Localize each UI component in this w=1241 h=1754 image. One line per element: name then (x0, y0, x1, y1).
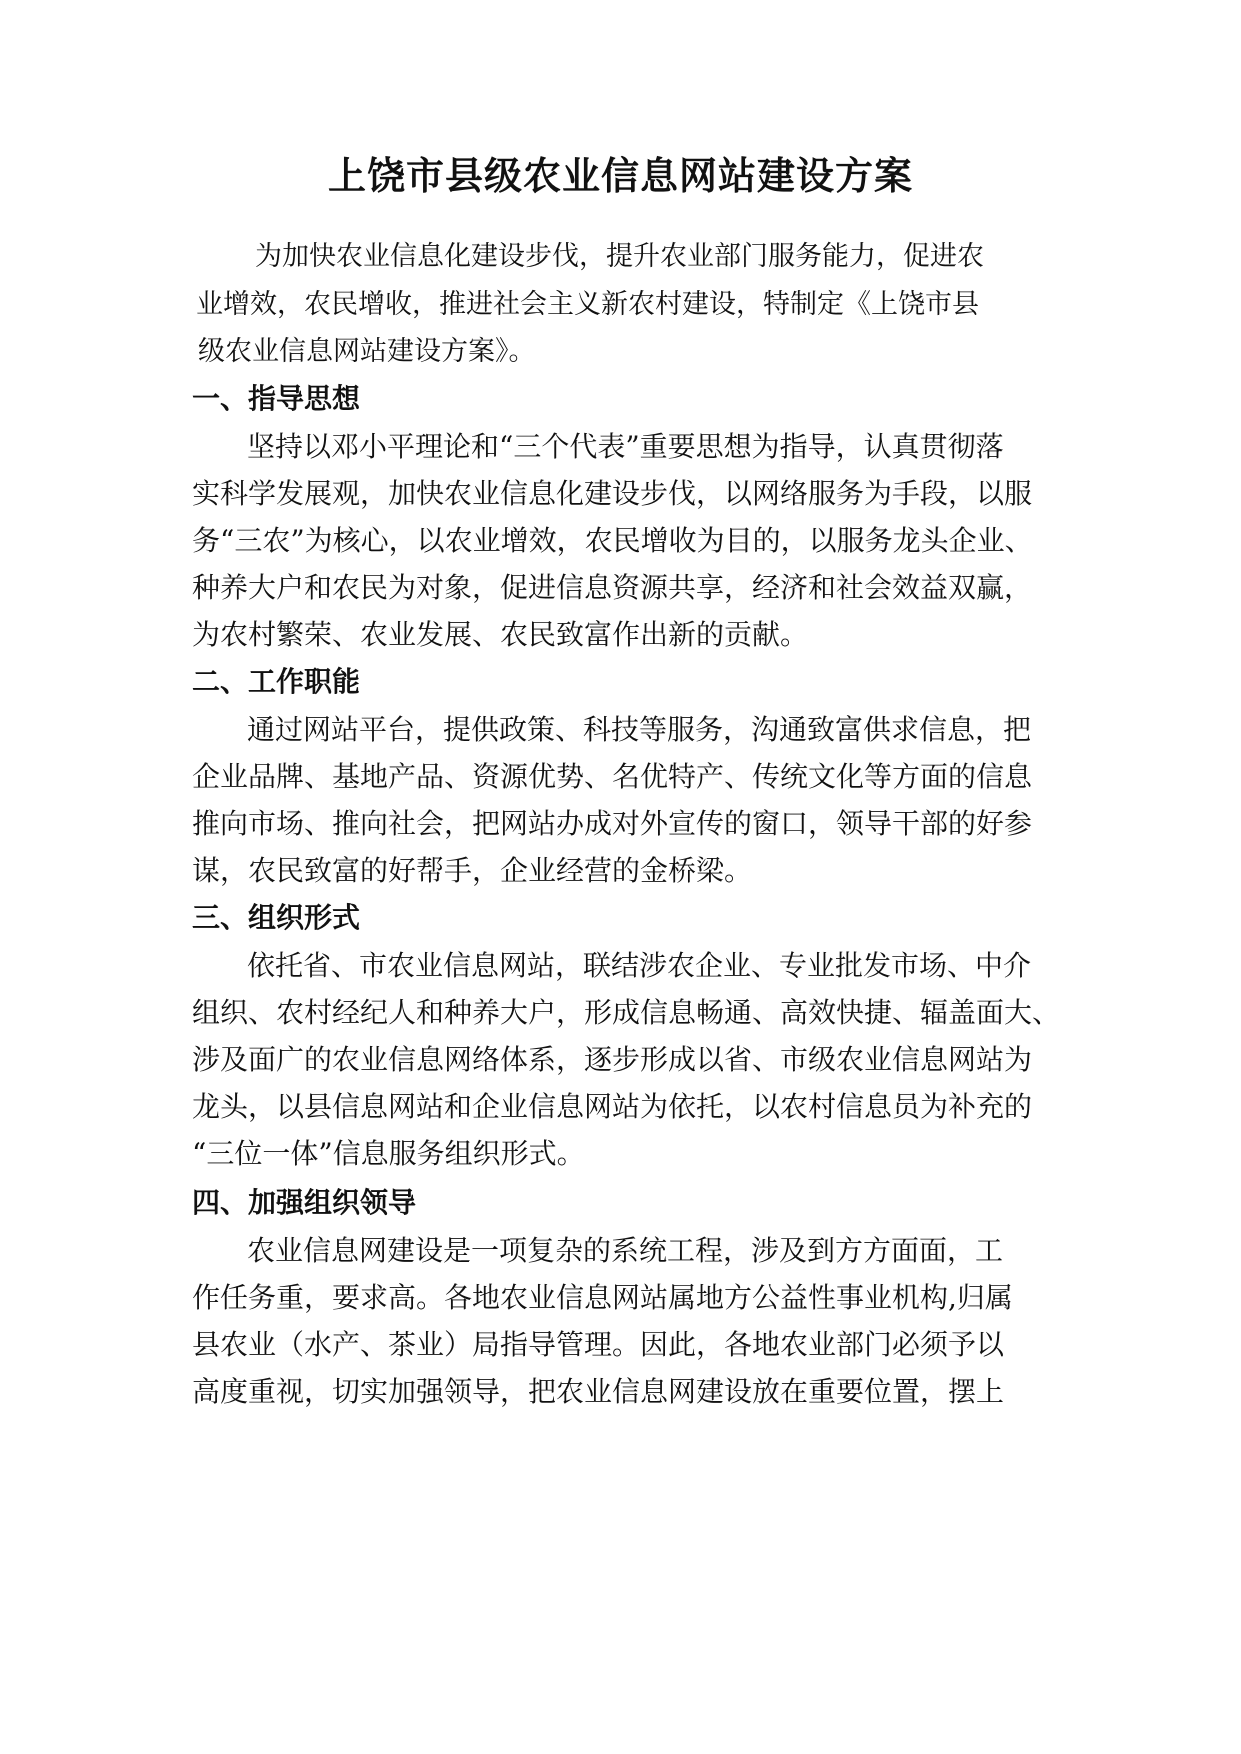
paragraph-line: “三位一体”信息服务组织形式。 (192, 1137, 585, 1170)
section-heading: 四、加强组织领导 (192, 1186, 417, 1219)
intro-line: 业增效，农民增收，推进社会主义新农村建设，特制定《上饶市县 (196, 289, 979, 320)
paragraph-line: 涉及面广的农业信息网络体系，逐步形成以省、市级农业信息网站为 (192, 1043, 1033, 1076)
paragraph-line: 务“三农”为核心，以农业增效，农民增收为目的，以服务龙头企业、 (192, 524, 1033, 557)
paragraph-line: 龙头，以县信息网站和企业信息网站为依托，以农村信息员为补充的 (192, 1090, 1033, 1123)
paragraph-line: 推向市场、推向社会，把网站办成对外宣传的窗口，领导干部的好参 (192, 807, 1033, 840)
paragraph-line: 通过网站平台，提供政策、科技等服务，沟通致富供求信息，把 (247, 713, 1032, 746)
paragraph-line: 农业信息网建设是一项复杂的系统工程，涉及到方方面面，工 (247, 1234, 1004, 1267)
section-heading: 一、指导思想 (192, 382, 361, 415)
document-title: 上饶市县级农业信息网站建设方案 (327, 153, 913, 198)
section-heading: 三、组织形式 (192, 901, 361, 934)
paragraph-line: 种养大户和农民为对象，促进信息资源共享，经济和社会效益双赢， (192, 571, 1033, 604)
paragraph-line: 谋，农民致富的好帮手，企业经营的金桥梁。 (192, 854, 753, 887)
intro-line: 为加快农业信息化建设步伐，提升农业部门服务能力，促进农 (255, 241, 984, 272)
paragraph-line: 组织、农村经纪人和种养大户，形成信息畅通、高效快捷、辐盖面大、 (192, 996, 1061, 1029)
intro-line: 级农业信息网站建设方案》。 (198, 336, 536, 367)
paragraph-line: 坚持以邓小平理论和“三个代表”重要思想为指导，认真贯彻落 (247, 430, 1004, 463)
paragraph-line: 依托省、市农业信息网站，联结涉农企业、专业批发市场、中介 (247, 949, 1032, 982)
paragraph-line: 县农业（水产、茶业）局指导管理。因此，各地农业部门必须予以 (192, 1328, 1005, 1361)
paragraph-line: 作任务重，要求高。各地农业信息网站属地方公益性事业机构,归属 (192, 1281, 1013, 1314)
paragraph-line: 实科学发展观，加快农业信息化建设步伐，以网络服务为手段，以服 (192, 477, 1033, 510)
paragraph-line: 为农村繁荣、农业发展、农民致富作出新的贡献。 (192, 618, 809, 651)
section-heading: 二、工作职能 (192, 665, 361, 698)
paragraph-line: 企业品牌、基地产品、资源优势、名优特产、传统文化等方面的信息 (192, 760, 1033, 793)
paragraph-line: 高度重视，切实加强领导，把农业信息网建设放在重要位置，摆上 (192, 1375, 1005, 1408)
